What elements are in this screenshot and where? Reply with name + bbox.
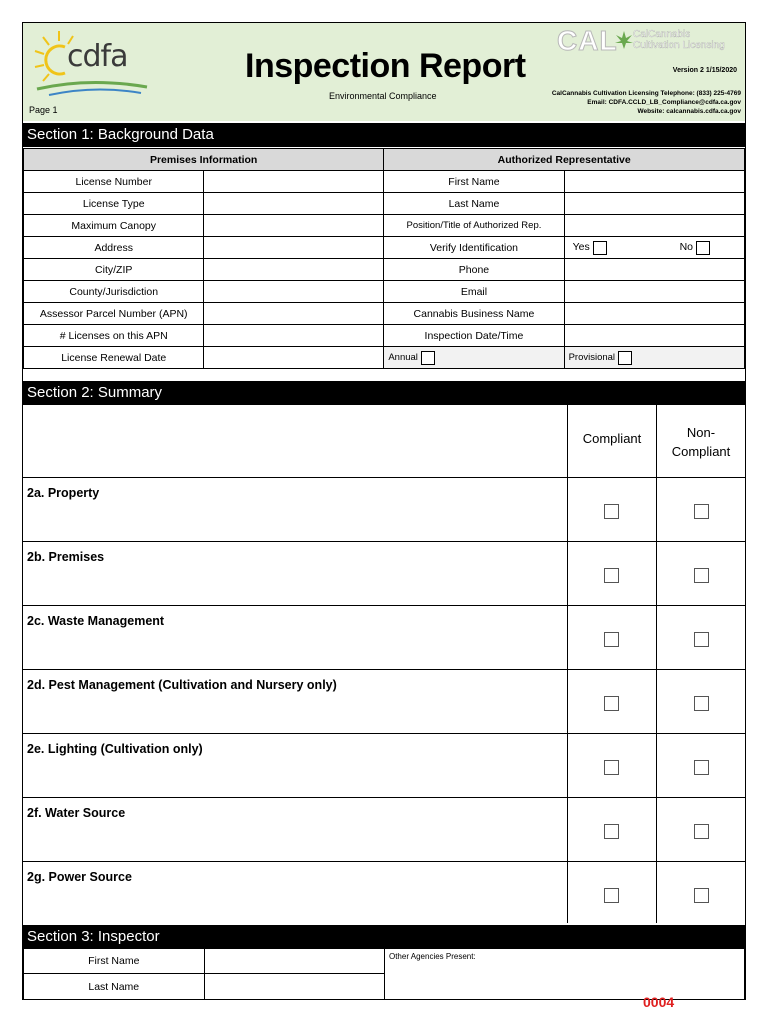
calcannabis-logo-text: CAL: [557, 25, 618, 56]
field-label: Position/Title of Authorized Rep.: [384, 215, 564, 237]
no-label: No: [679, 241, 693, 254]
compliant-column-header: Compliant: [582, 431, 642, 446]
page-title: Inspection Report: [245, 47, 526, 85]
field-label: First Name: [24, 948, 205, 974]
summary-row-waste-management: [23, 605, 745, 669]
background-data-table: [23, 148, 745, 369]
field-label: City/ZIP: [24, 259, 204, 281]
city-zip-input[interactable]: [204, 259, 384, 281]
apn-input[interactable]: [204, 303, 384, 325]
other-agencies-label: Other Agencies Present:: [388, 952, 476, 961]
inspection-date-time-input[interactable]: [564, 325, 744, 347]
license-renewal-date-input[interactable]: [204, 347, 384, 369]
provisional-label: Provisional: [568, 352, 616, 364]
field-label: License Type: [24, 193, 204, 215]
county-jurisdiction-input[interactable]: [204, 281, 384, 303]
summary-item-label: 2g. Power Source: [27, 870, 132, 884]
inspector-last-name-input[interactable]: [204, 974, 384, 1000]
inspector-table: [23, 947, 745, 1000]
section-3-header: Section 3: Inspector: [23, 925, 745, 949]
premises-noncompliant-checkbox[interactable]: [694, 568, 709, 583]
contact-info: CalCannabis Cultivation Licensing Telephone: (833) 225-4769 Email: CDFA.CCLD_LB_Compliance@cdfa.ca.gov Website: calcannabis.cdfa.ca.gov: [551, 90, 741, 115]
field-label: Assessor Parcel Number (APN): [24, 303, 204, 325]
version-label: Version 2 1/15/2020: [672, 67, 737, 74]
property-compliant-checkbox[interactable]: [604, 504, 619, 519]
provisional-cell: [564, 347, 744, 369]
field-label: Inspection Date/Time: [384, 325, 564, 347]
lighting-noncompliant-checkbox[interactable]: [694, 760, 709, 775]
summary-row-property: [23, 477, 745, 541]
authorized-rep-header: Authorized Representative: [384, 149, 745, 171]
rep-position-input[interactable]: [564, 215, 744, 237]
maximum-canopy-input[interactable]: [204, 215, 384, 237]
lighting-compliant-checkbox[interactable]: [604, 760, 619, 775]
field-label: Maximum Canopy: [24, 215, 204, 237]
property-noncompliant-checkbox[interactable]: [694, 504, 709, 519]
field-label: Verify Identification: [384, 237, 564, 259]
premises-info-header: Premises Information: [24, 149, 384, 171]
power-noncompliant-checkbox[interactable]: [694, 888, 709, 903]
licenses-on-apn-input[interactable]: [204, 325, 384, 347]
cdfa-logo-text: cdfa: [67, 39, 128, 74]
address-input[interactable]: [204, 237, 384, 259]
yes-label: Yes: [572, 241, 590, 254]
section-1-header: Section 1: Background Data: [23, 123, 745, 147]
license-number-input[interactable]: [204, 171, 384, 193]
field-label: Address: [24, 237, 204, 259]
annual-label: Annual: [388, 352, 418, 364]
verify-identification-cell: [564, 237, 744, 259]
field-label: Last Name: [24, 974, 205, 1000]
waste-compliant-checkbox[interactable]: [604, 632, 619, 647]
page-subtitle: Environmental Compliance: [329, 91, 437, 101]
field-label: Cannabis Business Name: [384, 303, 564, 325]
premises-compliant-checkbox[interactable]: [604, 568, 619, 583]
summary-item-label: 2a. Property: [27, 486, 100, 500]
summary-item-label: 2f. Water Source: [27, 806, 126, 820]
noncompliant-column-header: Non- Compliant: [671, 425, 731, 459]
summary-row-water-source: [23, 797, 745, 861]
field-label: Email: [384, 281, 564, 303]
summary-row-premises: [23, 541, 745, 605]
summary-item-label: 2e. Lighting (Cultivation only): [27, 742, 203, 756]
summary-row-pest-management: [23, 669, 745, 733]
verify-no-checkbox[interactable]: [696, 241, 710, 255]
inspection-report-sheet: [22, 22, 746, 1000]
summary-item-label: 2b. Premises: [27, 550, 105, 564]
summary-row-power-source: [23, 861, 745, 925]
form-code: 0004: [643, 994, 675, 1010]
field-label: Phone: [384, 259, 564, 281]
rep-last-name-input[interactable]: [564, 193, 744, 215]
field-label: License Renewal Date: [24, 347, 204, 369]
provisional-checkbox[interactable]: [618, 351, 632, 365]
cannabis-business-name-input[interactable]: [564, 303, 744, 325]
water-compliant-checkbox[interactable]: [604, 824, 619, 839]
field-label: License Number: [24, 171, 204, 193]
summary-item-label: 2c. Waste Management: [27, 614, 165, 628]
cannabis-leaf-icon: [613, 29, 635, 51]
field-label: First Name: [384, 171, 564, 193]
field-label: County/Jurisdiction: [24, 281, 204, 303]
inspector-first-name-input[interactable]: [204, 948, 384, 974]
pest-noncompliant-checkbox[interactable]: [694, 696, 709, 711]
summary-row-lighting: [23, 733, 745, 797]
annual-checkbox[interactable]: [421, 351, 435, 365]
calcannabis-subtitle: CalCannabis Cultivation Licensing: [633, 29, 725, 51]
annual-cell: [384, 347, 564, 369]
waste-noncompliant-checkbox[interactable]: [694, 632, 709, 647]
page-number: Page 1: [29, 105, 58, 115]
pest-compliant-checkbox[interactable]: [604, 696, 619, 711]
verify-yes-checkbox[interactable]: [593, 241, 607, 255]
license-type-input[interactable]: [204, 193, 384, 215]
rep-first-name-input[interactable]: [564, 171, 744, 193]
other-agencies-present-field[interactable]: [384, 948, 744, 1000]
field-label: Last Name: [384, 193, 564, 215]
water-noncompliant-checkbox[interactable]: [694, 824, 709, 839]
email-input[interactable]: [564, 281, 744, 303]
report-header: [23, 23, 745, 121]
field-label: # Licenses on this APN: [24, 325, 204, 347]
summary-item-label: 2d. Pest Management (Cultivation and Nursery only): [27, 678, 337, 692]
section-2-header: Section 2: Summary: [23, 381, 745, 405]
power-compliant-checkbox[interactable]: [604, 888, 619, 903]
phone-input[interactable]: [564, 259, 744, 281]
